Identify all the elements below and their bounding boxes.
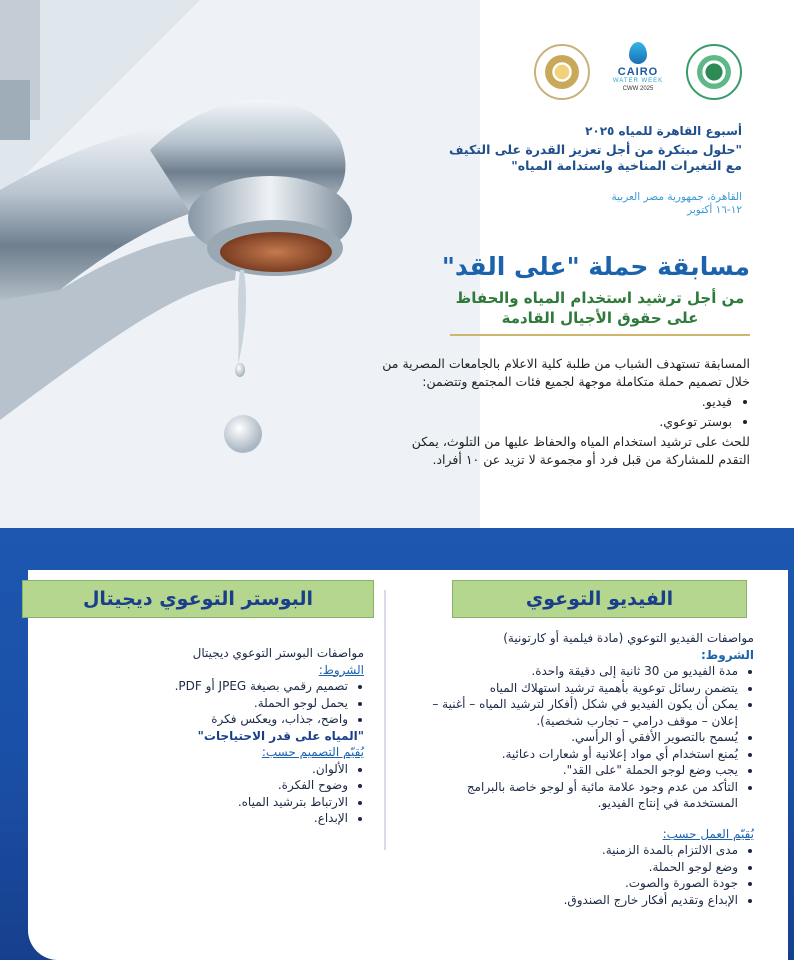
list-item: • يمكن أن يكون الفيديو في شكل (أفكار لترشيد المياه – أغنية – إعلان – موقف درامي – تجارب شخصية).: [414, 696, 738, 729]
list-item: • وضوح الفكرة.: [94, 777, 348, 794]
list-item: • التأكد من عدم وجود علامة مائية أو لوجو خاصة بالبرامج المستخدمة في إنتاج الفيديو.: [414, 779, 738, 812]
event-place: القاهرة، جمهورية مصر العربية: [611, 191, 742, 203]
column-divider: [384, 590, 386, 850]
list-item: • يحمل لوجو الحملة.: [94, 695, 348, 712]
poster-conditions-list: [94, 678, 364, 728]
poster-evaluation-label: يُقيّم التصميم حسب:: [261, 745, 364, 759]
video-evaluation-label: يُقيّم العمل حسب:: [662, 826, 754, 841]
list-item: • بوستر توعوي.: [380, 413, 732, 431]
list-item: • جودة الصورة والصوت.: [414, 875, 738, 892]
video-section-header: الفيديو التوعوي: [452, 580, 747, 618]
cairo-water-logo-year: CWW 2025: [622, 86, 654, 92]
list-item: • مدة الفيديو من 30 ثانية إلى دقيقة واحدة.: [414, 663, 738, 680]
video-conditions-label: الشروط:: [700, 647, 754, 662]
campaign-subtitle-line2: على حقوق الأجيال القادمة: [501, 309, 699, 327]
partner-logos: [534, 42, 742, 102]
event-subject: "حلول مبتكرة من أجل تعزيز القدرة على التكيف مع التغيرات المناخية واستدامة المياه": [449, 142, 742, 173]
cairo-water-logo-subtext: WATER WEEK: [612, 78, 664, 84]
list-item: • الإبداع وتقديم أفكار خارج الصندوق.: [414, 892, 738, 909]
event-location-dates: [611, 191, 742, 217]
list-item: • واضح، جذاب، ويعكس فكرة: [94, 711, 348, 728]
video-specs: مواصفات الفيديو التوعوي (مادة فيلمية أو كارتونية): [503, 631, 754, 645]
poster-specs: مواصفات البوستر التوعوي ديجيتال: [192, 646, 364, 660]
list-item: • يتضمن رسائل توعوية بأهمية ترشيد استهلاك المياه: [414, 680, 738, 697]
list-item: • مدى الالتزام بالمدة الزمنية.: [414, 842, 738, 859]
ministry-seal-logo: [534, 44, 590, 100]
video-conditions-list: [414, 663, 754, 812]
list-item: • فيديو.: [380, 393, 732, 411]
poster-conditions-label: الشروط:: [318, 662, 364, 677]
list-item: • يُمنع استخدام أي مواد إعلانية أو شعارات دعائية.: [414, 746, 738, 763]
campaign-title: مسابقة حملة "على القد": [441, 252, 750, 281]
poster-evaluation-list: [94, 761, 364, 827]
list-item: • وضع لوجو الحملة.: [414, 859, 738, 876]
list-item: • تصميم رقمي بصيغة JPEG أو PDF.: [94, 678, 348, 695]
intro-paragraph: المسابقة تستهدف الشباب من طلبة كلية الاعلام بالجامعات المصرية من خلال تصميم حملة متكاملة موجهة لجميع فئات المجتمع وتتضمن:: [382, 356, 750, 389]
video-evaluation-list: [414, 842, 754, 908]
list-item: • الارتباط بترشيد المياه.: [94, 794, 348, 811]
campaign-subtitle-line1: من أجل ترشيد استخدام المياه والحفاظ: [455, 289, 745, 307]
intro-closing: للحث على ترشيد استخدام المياه والحفاظ عليها من التلوث، يمكن التقدم للمشاركة من قبل فرد أو مجموعة لا تزيد عن ١٠ أفراد.: [411, 434, 750, 467]
cairo-water-week-logo: [612, 42, 664, 102]
poster-section-header: البوستر التوعوي ديجيتال: [22, 580, 374, 618]
water-authority-logo: [686, 44, 742, 100]
intro-list: [380, 393, 750, 431]
poster-quote: "المياه على قدر الاحتياجات": [197, 728, 364, 743]
video-section: [414, 630, 754, 908]
event-dates: ١٢-١٦ أكتوبر: [687, 204, 742, 216]
intro-section: [380, 355, 750, 469]
list-item: • يجب وضع لوجو الحملة "على القد".: [414, 762, 738, 779]
title-divider: [450, 334, 750, 336]
poster-section: [94, 645, 364, 827]
event-name: أسبوع القاهرة للمياه ٢٠٢٥: [585, 124, 742, 138]
cairo-water-logo-text: CAIRO: [617, 66, 659, 78]
list-item: • الإبداع.: [94, 810, 348, 827]
water-drop-icon: [629, 42, 647, 64]
list-item: • الألوان.: [94, 761, 348, 778]
list-item: • يُسمح بالتصوير الأفقي أو الرأسي.: [414, 729, 738, 746]
campaign-subtitle: [450, 288, 750, 328]
